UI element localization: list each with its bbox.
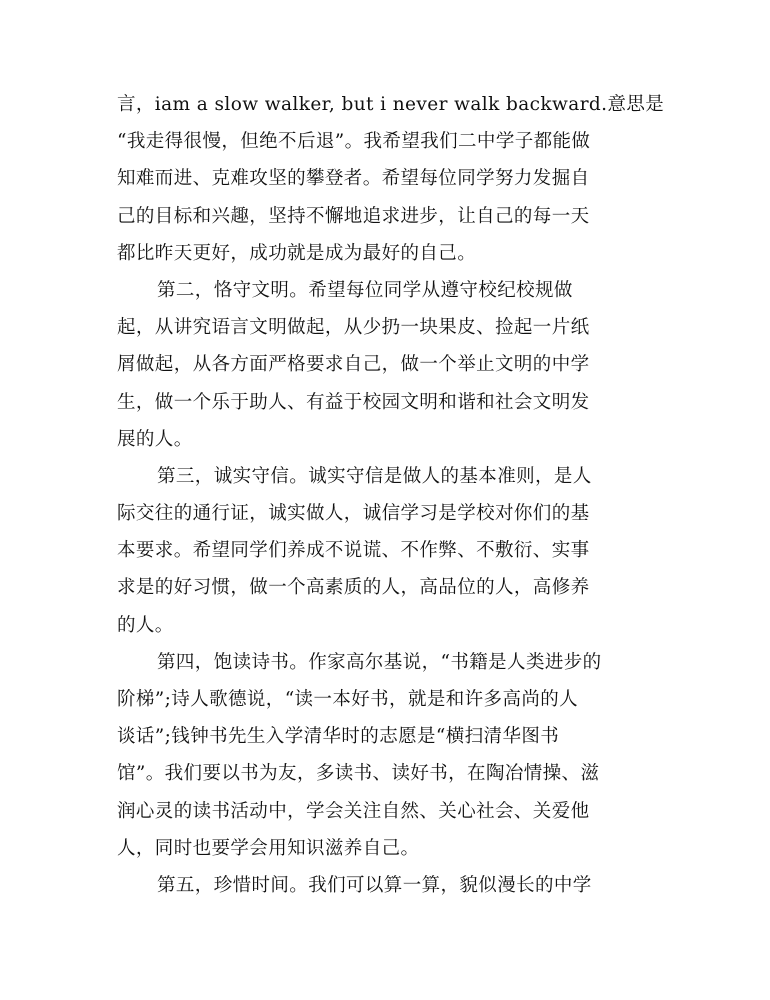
- text-line: 本要求。希望同学们养成不说谎、不作弊、不敷衍、实事: [117, 540, 590, 562]
- text-line: “我走得很慢，但绝不后退”。我希望我们二中学子都能做: [117, 131, 591, 153]
- text-line: 的人。: [117, 614, 174, 636]
- text-line: 生，做一个乐于助人、有益于校园文明和谐和社会文明发: [117, 391, 590, 413]
- paragraph-start-line: 第五，珍惜时间。我们可以算一算，貌似漫长的中学: [157, 874, 592, 896]
- text-line: 屑做起，从各方面严格要求自己，做一个举止文明的中学: [117, 354, 590, 376]
- paragraph-start-line: 第二，恪守文明。希望每位同学从遵守校纪校规做: [157, 279, 573, 301]
- text-line: 馆”。我们要以书为友，多读书、读好书，在陶冶情操、滋: [117, 763, 600, 785]
- text-line: 起，从讲究语言文明做起，从少扔一块果皮、捡起一片纸: [117, 317, 590, 339]
- text-line: 展的人。: [117, 428, 193, 450]
- text-line: 己的目标和兴趣，坚持不懈地追求进步，让自己的每一天: [117, 205, 590, 227]
- paragraph-start-line: 第四，饱读诗书。作家高尔基说，“书籍是人类进步的: [157, 651, 602, 673]
- text-line: 润心灵的读书活动中，学会关注自然、关心社会、关爱他: [117, 800, 590, 822]
- text-line: [117, 86, 665, 123]
- text-line: 际交往的通行证，诚实做人，诚信学习是学校对你们的基: [117, 503, 590, 525]
- text-line: 谈话”;钱钟书先生入学清华时的志愿是“横扫清华图书: [117, 726, 560, 748]
- text-line: 阶梯”;诗人歌德说，“读一本好书，就是和许多高尚的人: [117, 689, 579, 710]
- text-line: 知难而进、克难攻坚的攀登者。希望每位同学努力发掘自: [117, 168, 590, 190]
- text-segment: 言，iam a slow walker, but i never walk backward.意思是: [117, 94, 665, 115]
- paragraph-start-line: 第三，诚实守信。诚实守信是做人的基本准则，是人: [157, 465, 592, 487]
- text-line: 求是的好习惯，做一个高素质的人，高品位的人，高修养: [117, 577, 590, 599]
- document-body: [117, 86, 665, 904]
- text-line: 人，同时也要学会用知识滋养自己。: [117, 837, 420, 859]
- text-line: 都比昨天更好，成功就是成为最好的自己。: [117, 242, 477, 264]
